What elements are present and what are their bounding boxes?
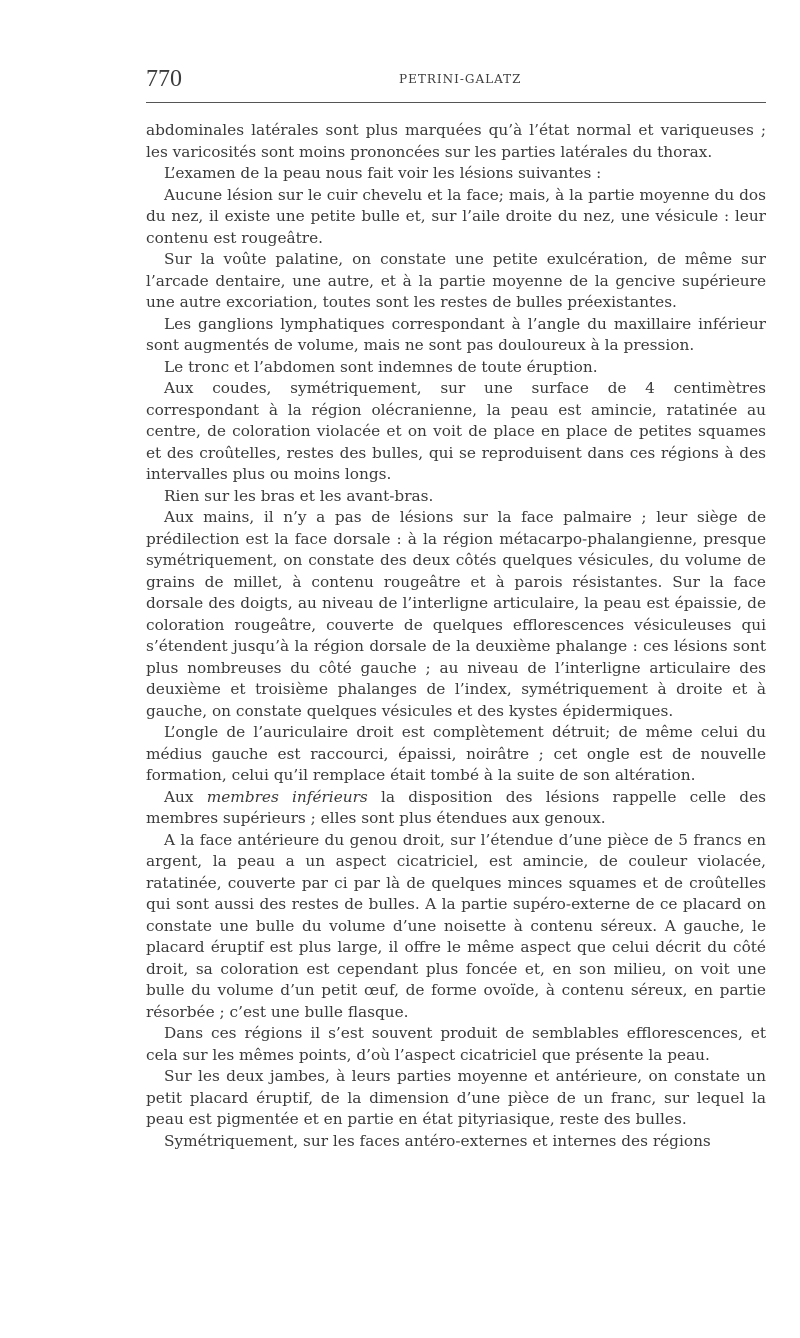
paragraph-11-prefix: Aux [164, 787, 207, 806]
paragraph-14: Sur les deux jambes, à leurs parties moyenne et antérieure, on constate un petit placard éruptif, de la dimension d’une pièce de un franc, sur lequel la peau est pigmentée et en partie en état pityriasique, reste des bulles. [146, 1067, 766, 1128]
paragraph-13: Dans ces régions il s’est souvent produit de semblables efflorescences, et cela sur les mêmes points, d’où l’aspect cicatriciel que présente la peau. [146, 1024, 766, 1064]
paragraph-11 [146, 787, 766, 830]
paragraph-3: Aucune lésion sur le cuir chevelu et la face; mais, à la partie moyenne du dos du nez, il existe une petite bulle et, sur l’aile droite du nez, une vésicule : leur contenu est rougeâtre. [146, 185, 766, 247]
paragraph-1: abdominales latérales sont plus marquées qu’à l’état normal et variqueuses ; les varicosités sont moins prononcées sur les parties latérales du thorax. [146, 121, 766, 161]
paragraph-7: Aux coudes, symétriquement, sur une surface de 4 centimètres correspondant à la région olécranienne, la peau est amincie, ratatinée au centre, de coloration violacée et on voit de place en place de petites squames et des croûtelles, restes des bulles, qui se reproduisent dans ces régions à des intervalles plus ou moins longs. [146, 379, 766, 483]
paragraph-4: Sur la voûte palatine, on constate une petite exulcération, de même sur l’arcade dentaire, une autre, et à la partie moyenne de la gencive supérieure une autre excoriation, toutes sont les restes de bulles préexistantes. [146, 250, 766, 311]
body-text [146, 120, 766, 1152]
paragraph-11-italic: membres inférieurs [206, 787, 368, 806]
paragraph-5: Les ganglions lymphatiques correspondant à l’angle du maxillaire inférieur sont augmentés de volume, mais ne sont pas douloureux à la pression. [146, 314, 766, 354]
paragraph-9: Aux mains, il n’y a pas de lésions sur la face palmaire ; leur siège de prédilection est la face dorsale : à la région métacarpo-phalangienne, presque symétriquement, on constate des deux côtés quelques vésicules, du volume de grains de millet, à contenu rougeâtre et à parois résistantes. Sur la face dorsale des doigts, au niveau de l’interligne articulaire, la peau est épaissie, de coloration rougeâtre, couverte de quelques efflorescences vésiculeuses qui s’étendent jusqu’à la région dorsale de la deuxième phalange : ces lésions sont plus nombreuses du côté gauche ; au niveau de l’interligne articulaire des deuxième et troisième phalanges de l’index, symétriquement à droite et à gauche, on constate quelques vésicules et des kystes épidermiques. [146, 508, 766, 720]
paragraph-12: A la face antérieure du genou droit, sur l’étendue d’une pièce de 5 francs en argent, la peau a un aspect cicatriciel, est amincie, de couleur violacée, ratatinée, couverte par ci par là de quelques minces squames et de croûtelles qui sont aussi des restes de bulles. A la partie supéro-externe de ce placard on constate une bulle du volume d’une noisette à contenu séreux. A gauche, le placard éruptif est plus large, il offre le même aspect que celui décrit du côté droit, sa coloration est cependant plus foncée et, en son milieu, on voit une bulle du volume d’un petit œuf, de forme ovoïde, à contenu séreux, en partie résorbée ; c’est une bulle flasque. [146, 830, 766, 1021]
paragraph-2: L’examen de la peau nous fait voir les lésions suivantes : [164, 164, 602, 182]
header-rule [146, 102, 766, 103]
paragraph-10: L’ongle de l’auriculaire droit est complètement détruit; de même celui du médius gauche est raccourci, épaissi, noirâtre ; cet ongle est de nouvelle formation, celui qu’il remplace était tombé à la suite de son altération. [146, 723, 766, 784]
paragraph-11-suffix: la disposition des lésions rappelle celle des membres supérieurs ; elles sont plus étendues aux genoux. [146, 787, 767, 827]
paragraph-8: Rien sur les bras et les avant-bras. [164, 486, 434, 505]
paragraph-15: Symétriquement, sur les faces antéro-externes et internes des régions [164, 1131, 711, 1150]
page-header [146, 62, 766, 96]
running-head: PETRINI-GALATZ [399, 72, 522, 86]
page-number: 770 [146, 66, 182, 92]
paragraph-6: Le tronc et l’abdomen sont indemnes de toute éruption. [164, 357, 598, 376]
